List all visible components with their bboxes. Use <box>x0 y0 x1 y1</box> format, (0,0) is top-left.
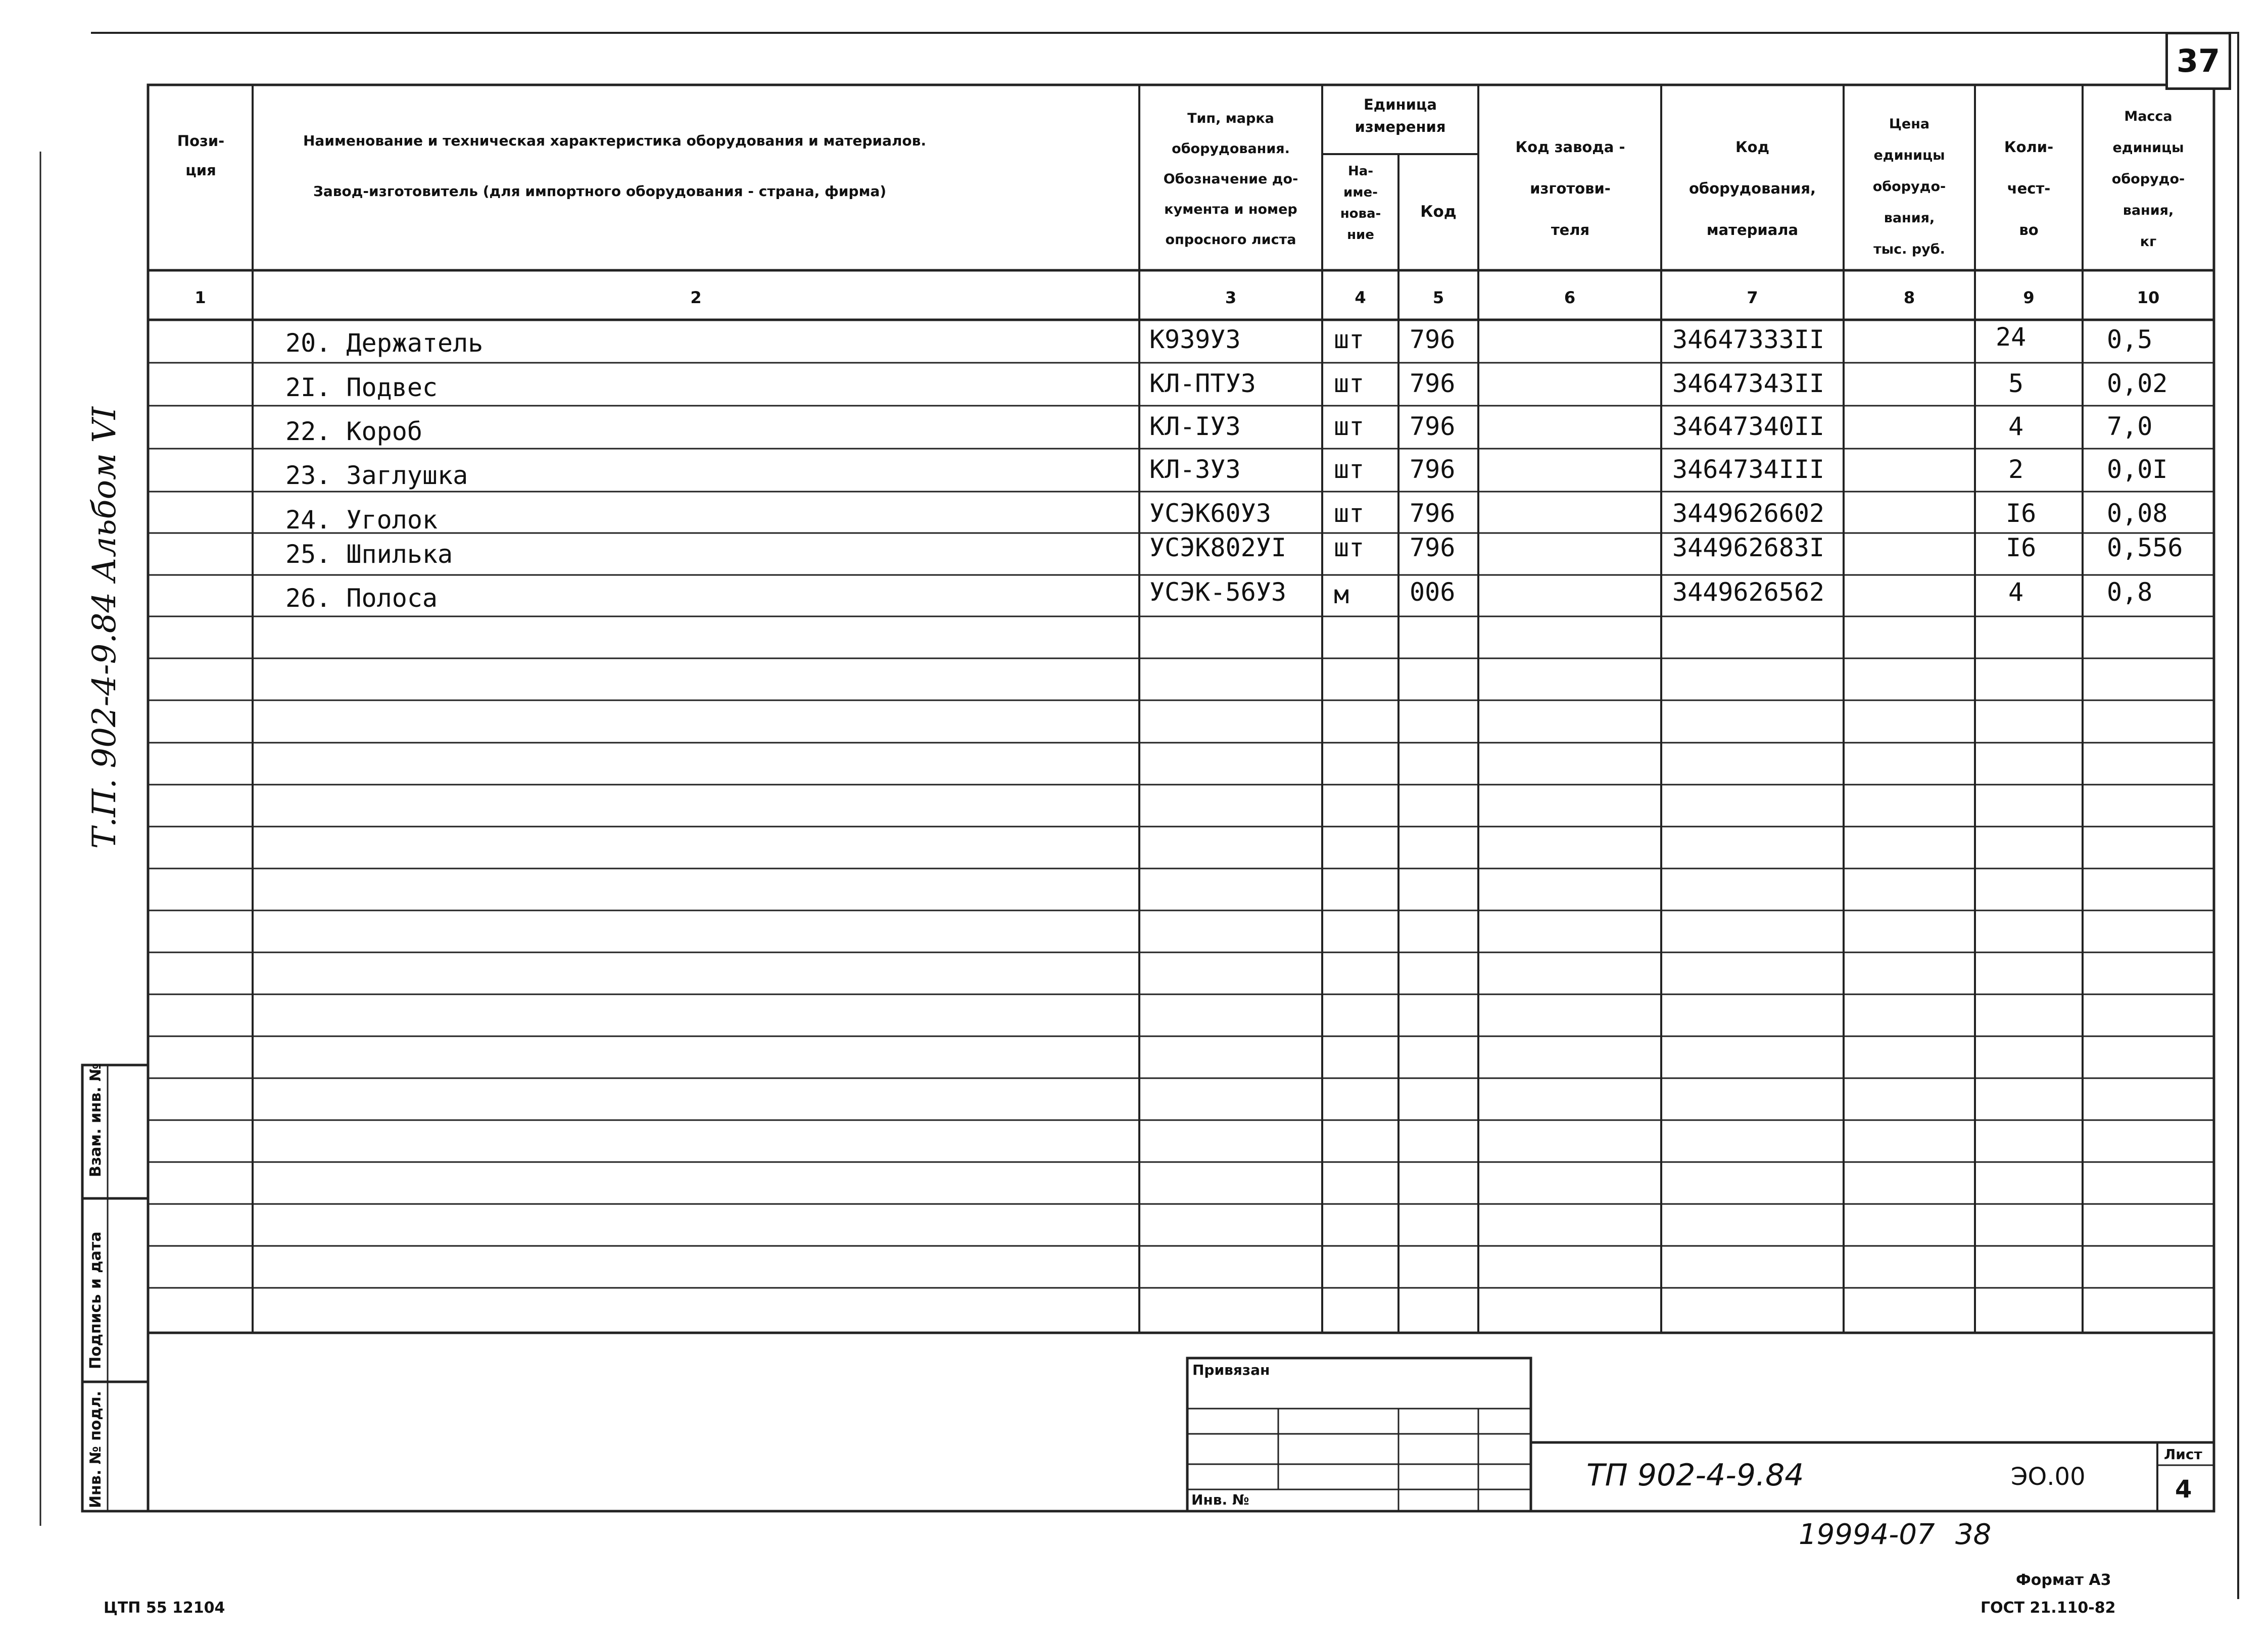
item-material-code: 3449626602 <box>1672 499 1825 528</box>
item-mass: 0,02 <box>2107 369 2168 398</box>
stamp-label-inv-orig: Инв. № подл. <box>87 1390 105 1508</box>
item-material-code: 34647333II <box>1672 325 1825 354</box>
item-name: 23. Заглушка <box>285 461 468 490</box>
column-number-10: 10 <box>2137 288 2160 307</box>
item-material-code: 34647343II <box>1672 369 1825 398</box>
item-name: 24. Уголок <box>285 505 438 535</box>
item-type: К939УЗ <box>1149 325 1241 354</box>
item-mass: 0,5 <box>2107 325 2153 354</box>
item-material-code: 344962683I <box>1672 533 1825 562</box>
header-quantity: Коли- чест- во <box>2004 138 2054 238</box>
item-type: КЛ-ПТУЗ <box>1149 369 1256 398</box>
column-number-5: 5 <box>1432 288 1444 307</box>
header-unit-code: Код <box>1420 203 1457 221</box>
column-number-6: 6 <box>1564 288 1576 307</box>
item-type: КЛ-ЗУЗ <box>1149 455 1241 484</box>
sheet-number: 4 <box>2175 1475 2192 1504</box>
item-unit: шт <box>1334 533 1365 562</box>
header-type-mark: Тип, марка оборудования. Обозначение до- кумента и номер опросного листа <box>1163 111 1298 248</box>
item-quantity: 2 <box>2008 455 2024 484</box>
item-quantity: 4 <box>2008 412 2024 441</box>
gost-label: ГОСТ 21.110-82 <box>1981 1599 2116 1617</box>
item-mass: 0,0I <box>2107 455 2168 484</box>
item-unit-code: 006 <box>1410 577 1456 607</box>
item-unit: шт <box>1334 455 1365 484</box>
column-number-9: 9 <box>2023 288 2035 307</box>
item-material-code: 34647340II <box>1672 412 1825 441</box>
item-unit: шт <box>1334 369 1365 398</box>
header-name-line2: Завод-изготовитель (для импортного оборудования - страна, фирма) <box>313 183 887 200</box>
sheet-label: Лист <box>2164 1446 2202 1463</box>
header-position: Пози- ция <box>177 132 225 179</box>
item-type: УСЭК60УЗ <box>1149 499 1271 528</box>
item-unit: шт <box>1334 412 1365 441</box>
item-unit-code: 796 <box>1410 325 1456 354</box>
column-number-3: 3 <box>1225 288 1237 307</box>
item-name: 20. Держатель <box>285 328 484 358</box>
item-material-code: 3464734III <box>1672 455 1825 484</box>
stamp-label-signature-date: Подпись и дата <box>87 1231 105 1369</box>
inv-label: Инв. № <box>1191 1491 1249 1508</box>
item-unit-code: 796 <box>1410 455 1456 484</box>
page-number: 38 <box>1955 1518 1992 1551</box>
item-mass: 0,8 <box>2107 577 2153 607</box>
item-type: КЛ-IУЗ <box>1149 412 1241 441</box>
column-number-2: 2 <box>690 288 702 307</box>
header-price: Цена единицы оборудо- вания, тыс. руб. <box>1872 116 1946 257</box>
item-quantity: I6 <box>2006 499 2037 528</box>
item-type: УСЭК802УI <box>1149 533 1286 562</box>
item-unit: м <box>1334 580 1349 609</box>
stamp-label-replace-inv: Взам. инв. № <box>87 1063 105 1177</box>
item-quantity: 5 <box>2008 369 2024 398</box>
section-code: ЭО.00 <box>2011 1463 2086 1491</box>
item-unit-code: 796 <box>1410 533 1456 562</box>
item-unit: шт <box>1334 499 1365 528</box>
side-annotation: Т.П. 902-4-9.84 Альбом VI <box>86 406 123 849</box>
header-unit-name: На- име- нова- ние <box>1340 164 1381 243</box>
item-name: 2I. Подвес <box>285 373 438 402</box>
header-name-line1: Наименование и техническая характеристика оборудования и материалов. <box>303 132 927 149</box>
item-unit-code: 796 <box>1410 499 1456 528</box>
order-number: 19994-07 <box>1799 1518 1935 1551</box>
item-name: 25. Шпилька <box>285 540 453 569</box>
item-quantity: 4 <box>2008 577 2024 607</box>
item-unit: шт <box>1334 325 1365 354</box>
column-number-8: 8 <box>1903 288 1915 307</box>
item-mass: 0,556 <box>2107 533 2183 562</box>
tied-label: Привязан <box>1192 1362 1270 1378</box>
item-material-code: 3449626562 <box>1672 577 1825 607</box>
header-factory-code: Код завода - изготови- теля <box>1515 138 1625 238</box>
item-quantity: 24 <box>1996 322 2026 352</box>
sheet-corner-number: 37 <box>2165 32 2231 90</box>
item-type: УСЭК-56УЗ <box>1149 577 1286 607</box>
item-name: 26. Полоса <box>285 584 438 613</box>
column-number-4: 4 <box>1355 288 1366 307</box>
item-mass: 0,08 <box>2107 499 2168 528</box>
print-mark: ЦТП 55 12104 <box>104 1599 225 1617</box>
header-material-code: Код оборудования, материала <box>1688 138 1816 238</box>
header-unit-group: Единица измерения <box>1355 96 1446 135</box>
item-unit-code: 796 <box>1410 412 1456 441</box>
doc-code: ТП 902-4-9.84 <box>1586 1458 1804 1493</box>
column-number-7: 7 <box>1747 288 1758 307</box>
item-mass: 7,0 <box>2107 412 2153 441</box>
item-unit-code: 796 <box>1410 369 1456 398</box>
item-quantity: I6 <box>2006 533 2037 562</box>
column-number-1: 1 <box>195 288 206 307</box>
item-name: 22. Короб <box>285 417 422 446</box>
header-mass: Масса единицы оборудо- вания, кг <box>2111 109 2185 250</box>
format-label: Формат А3 <box>2016 1571 2111 1589</box>
